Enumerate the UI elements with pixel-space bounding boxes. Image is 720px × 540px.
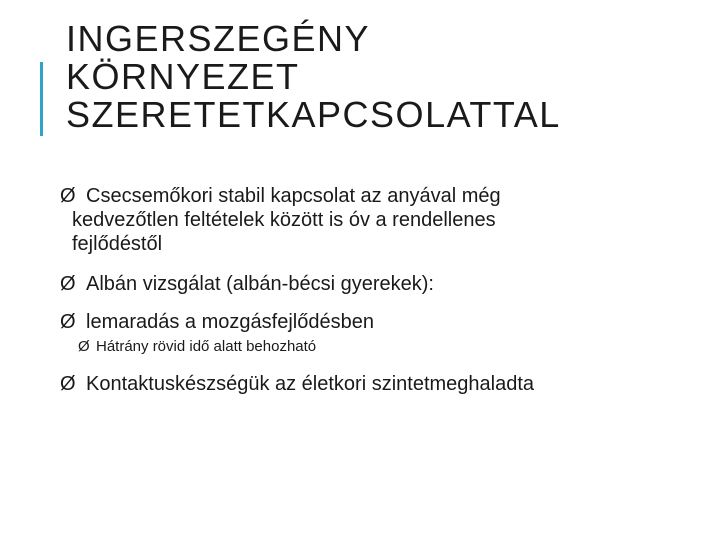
bullet-text-line-2: kedvezőtlen feltételek között is óv a rendellenes bbox=[72, 209, 496, 231]
bullet-text: Albán vizsgálat (albán-bécsi gyerekek): bbox=[86, 273, 434, 295]
bullet-list bbox=[60, 184, 660, 396]
bullet-item bbox=[60, 272, 660, 296]
title-line-2: KÖRNYEZET bbox=[66, 56, 300, 97]
bullet-text-line-1: Csecsemőkori stabil kapcsolat az anyával még bbox=[86, 185, 501, 207]
bullet-text: Kontaktuskészségük az életkori szintetmeghaladta bbox=[86, 373, 535, 395]
sub-bullet-item bbox=[60, 336, 660, 358]
title-accent-bar bbox=[40, 62, 43, 136]
sub-bullet-text: Hátrány rövid idő alatt behozható bbox=[96, 338, 317, 355]
arrow-bullet-icon: Ø bbox=[60, 373, 76, 395]
slide-title bbox=[66, 20, 561, 134]
title-line-3: SZERETETKAPCSOLATTAL bbox=[66, 94, 561, 135]
title-line-1: INGERSZEGÉNY bbox=[66, 18, 371, 59]
bullet-item bbox=[60, 184, 626, 256]
bullet-item bbox=[60, 310, 660, 334]
arrow-bullet-icon: Ø bbox=[60, 185, 76, 207]
arrow-bullet-icon: Ø bbox=[60, 311, 76, 333]
bullet-text: lemaradás a mozgásfejlődésben bbox=[86, 311, 374, 333]
bullet-item bbox=[60, 372, 660, 396]
arrow-bullet-icon: Ø bbox=[78, 338, 90, 355]
bullet-text-line-3: fejlődéstől bbox=[72, 233, 163, 255]
arrow-bullet-icon: Ø bbox=[60, 273, 76, 295]
